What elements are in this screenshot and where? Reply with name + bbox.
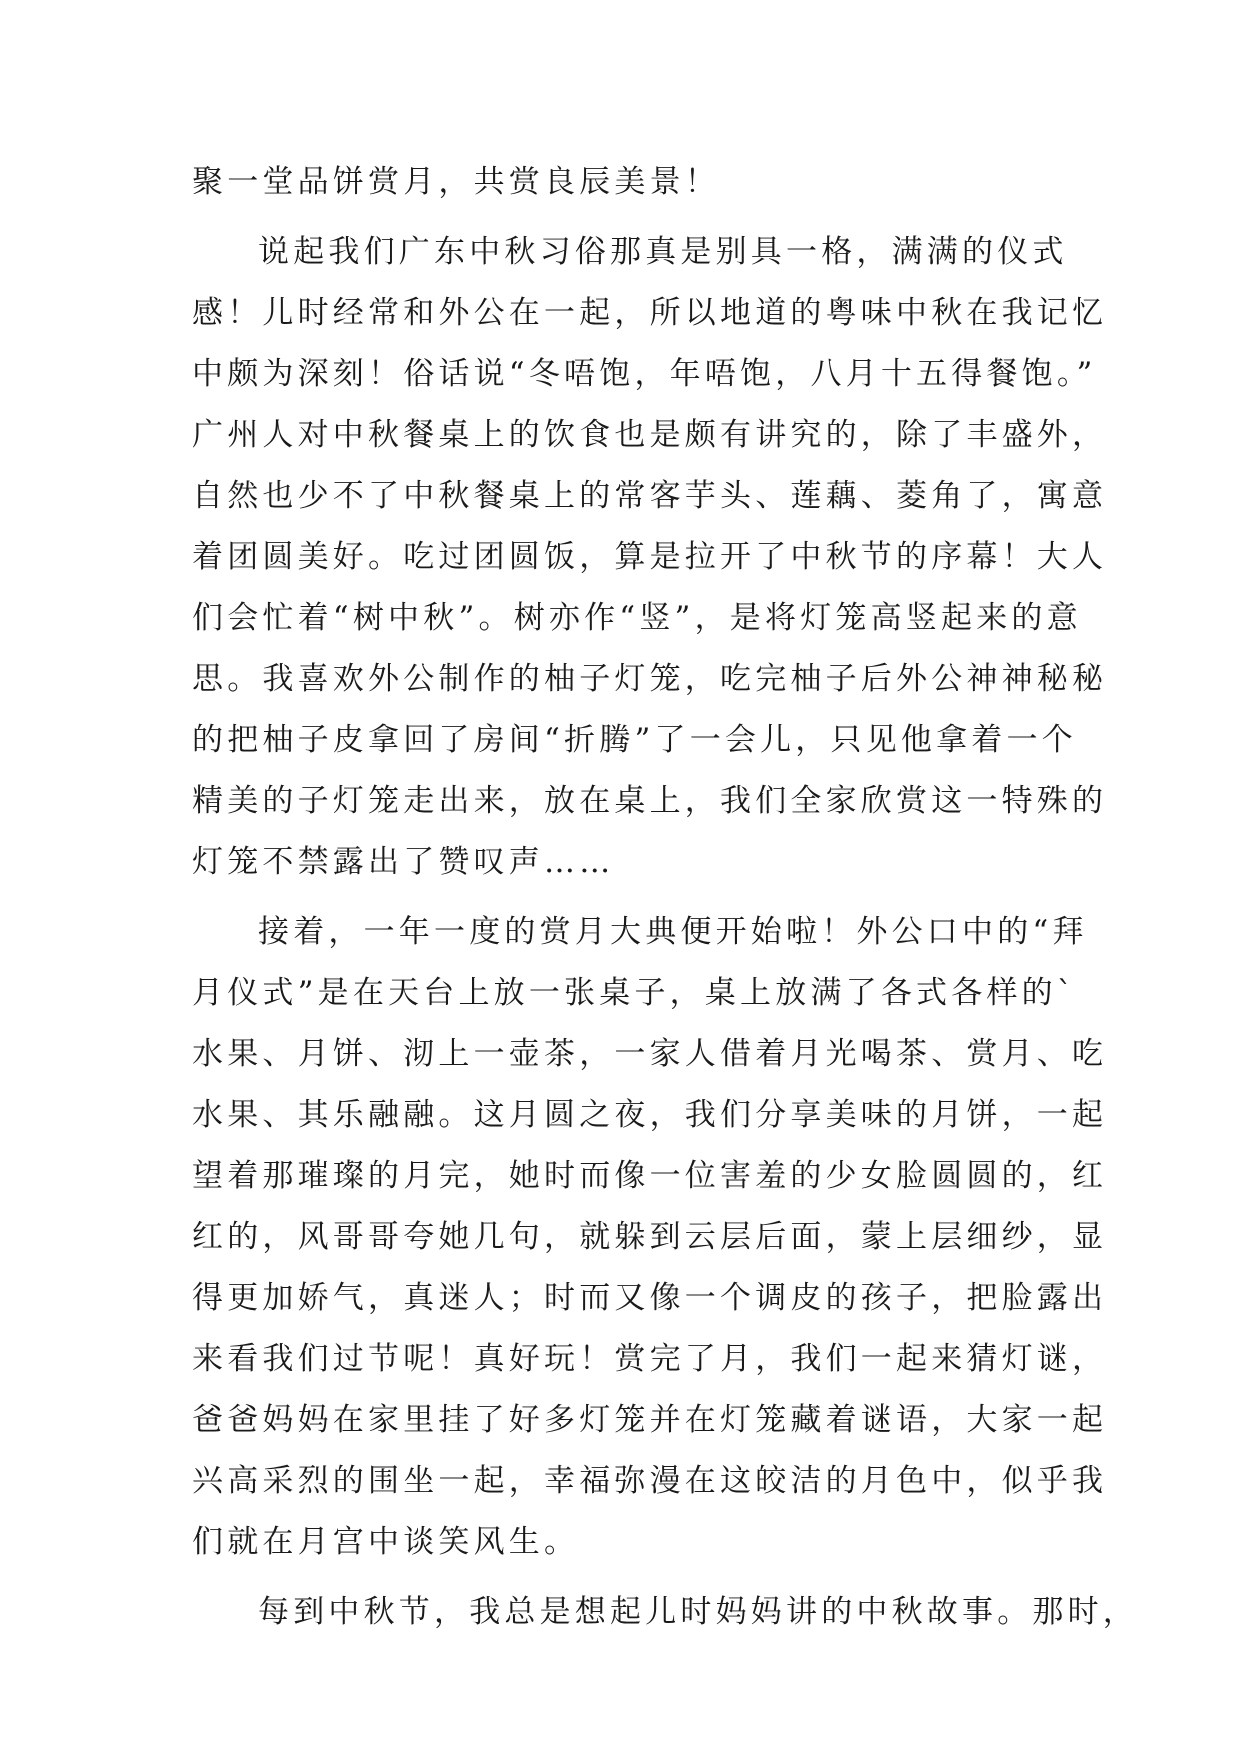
paragraph-gap [192, 1573, 1072, 1582]
text-line: 们会忙着“树中秋”。树亦作“竖”，是将灯笼高竖起来的意 [192, 600, 1082, 636]
text-line: 自然也少不了中秋餐桌上的常客芋头、莲藕、菱角了，寓意 [192, 478, 1108, 514]
text-line: 广州人对中秋餐桌上的饮食也是颇有讲究的，除了丰盛外， [192, 417, 1108, 453]
paragraph-start: 接着，一年一度的赏月大典便开始啦！外公口中的“拜 [258, 914, 1088, 950]
paragraph-start: 每到中秋节，我总是想起儿时妈妈讲的中秋故事。那时， [258, 1594, 1138, 1630]
text-line: 得更加娇气，真迷人；时而又像一个调皮的孩子，把脸露出 [192, 1280, 1108, 1316]
paragraph-gap [192, 893, 1072, 902]
text-line: 们就在月宫中谈笑风生。 [192, 1524, 580, 1560]
text-line: 水果、月饼、沏上一壶茶，一家人借着月光喝茶、赏月、吃 [192, 1036, 1108, 1072]
text-line: 月仪式”是在天台上放一张桌子，桌上放满了各式各样的` [192, 975, 1077, 1011]
text-line: 望着那璀璨的月完，她时而像一位害羞的少女脸圆圆的，红 [192, 1158, 1108, 1194]
text-line: 感！儿时经常和外公在一起，所以地道的粤味中秋在我记忆 [192, 295, 1108, 331]
text-line: 精美的子灯笼走出来，放在桌上，我们全家欣赏这一特殊的 [192, 783, 1108, 819]
text-line: 来看我们过节呢！真好玩！赏完了月，我们一起来猜灯谜， [192, 1341, 1108, 1377]
paragraph-start: 说起我们广东中秋习俗那真是别具一格，满满的仪式 [258, 234, 1068, 270]
document-body [192, 152, 1138, 1643]
text-line: 水果、其乐融融。这月圆之夜，我们分享美味的月饼，一起 [192, 1097, 1108, 1133]
text-line: 兴高采烈的围坐一起，幸福弥漫在这皎洁的月色中，似乎我 [192, 1463, 1108, 1499]
text-line: 的把柚子皮拿回了房间“折腾”了一会儿，只见他拿着一个 [192, 722, 1077, 758]
text-line: 聚一堂品饼赏月，共赏良辰美景！ [192, 164, 720, 200]
text-line: 思。我喜欢外公制作的柚子灯笼，吃完柚子后外公神神秘秘 [192, 661, 1108, 697]
text-line: 爸爸妈妈在家里挂了好多灯笼并在灯笼藏着谜语，大家一起 [192, 1402, 1108, 1438]
text-line: 红的，风哥哥夸她几句，就躲到云层后面，蒙上层细纱，显 [192, 1219, 1108, 1255]
text-line: 着团圆美好。吃过团圆饭，算是拉开了中秋节的序幕！大人 [192, 539, 1108, 575]
paragraph-gap [192, 213, 1072, 222]
text-line: 灯笼不禁露出了赞叹声…… [192, 844, 615, 880]
text-line: 中颇为深刻！俗话说“冬唔饱，年唔饱，八月十五得餐饱。” [192, 356, 1097, 392]
